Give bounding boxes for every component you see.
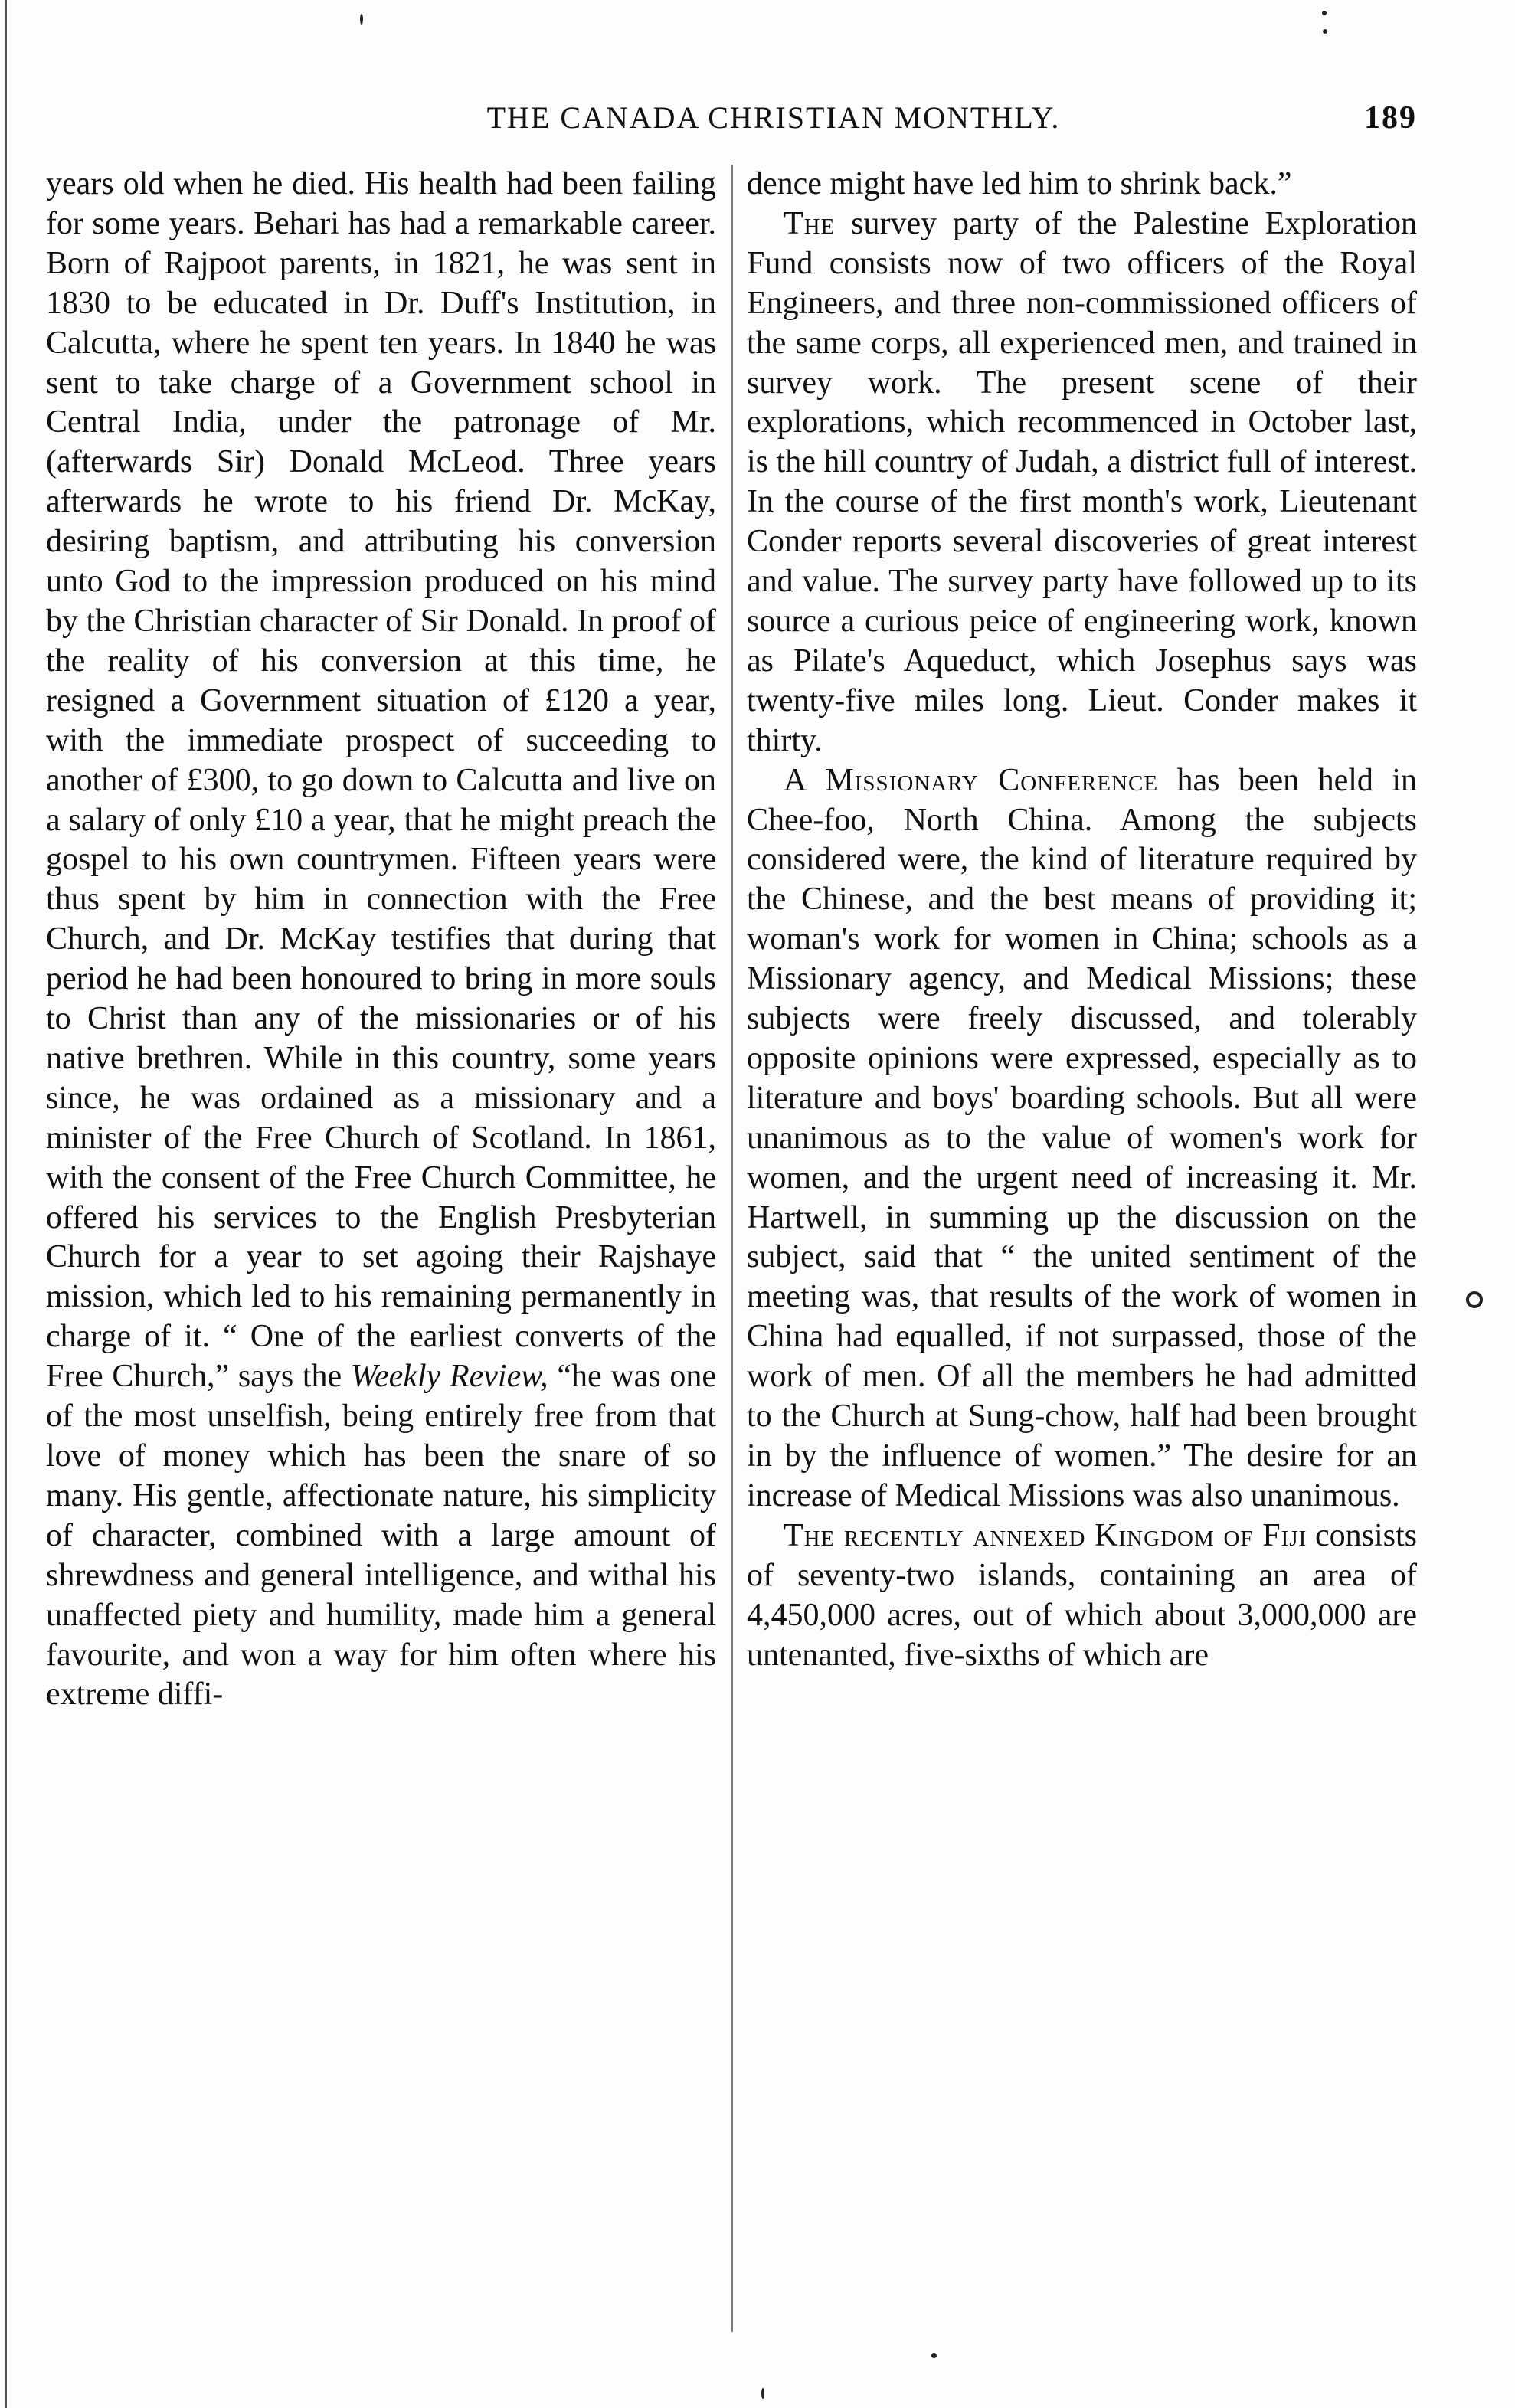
running-title: THE CANADA CHRISTIAN MONTHLY. xyxy=(486,100,1061,135)
scan-speck xyxy=(1323,29,1327,34)
paragraph-text: dence might have led him to shrink back.” xyxy=(747,166,1292,201)
paragraph-text: has been held in Chee-foo, North China. Among the subjects considered were, the kind of literature required by the Chinese, and the best means of providing it; woman's work for women in China; schools as a Missionary agency, and Medical Missions; these subjects were freely discussed, and tolerably opposite opinions were expressed, especially as to literature and boys' boarding schools. But all were unanimous as to the value of women's work for women, and the urgent need of increasing it. Mr. Hartwell, in summing up the discussion on the subject, said that “ the united sentiment of the meeting was, that results of the work of women in China had equalled, if not surpassed, those of the work of men. Of all the members he had admitted to the Church at Sung-chow, half had been brought in by the influence of women.” The desire for an increase of Medical Missions was also unanimous. xyxy=(747,762,1417,1513)
left-column xyxy=(46,165,716,1715)
binding-edge-line xyxy=(5,0,7,2408)
text-columns xyxy=(46,165,1417,2325)
scan-speck xyxy=(360,14,363,25)
scan-speck xyxy=(1322,11,1327,15)
scan-speck xyxy=(931,2353,937,2358)
page-header xyxy=(54,100,1417,153)
publication-title: Weekly Review, xyxy=(350,1359,548,1395)
column-divider xyxy=(731,165,733,2332)
paragraph-text: survey party of the Palestine Exploration Fund consists now of two officers of the Royal Engineers, and three non-commissioned officers of the same corps, all experienced men, and trained in survey work. The present scene of their explorations, which recommenced in October last, is the hill country of Judah, a district full of interest. In the course of the first month's work, Lieutenant Conder reports several discoveries of great interest and value. The survey party have followed up to its source a curious peice of engineering work, known as Pilate's Aqueduct, which Josephus says was twenty-five miles long. Lieut. Conder makes it thirty. xyxy=(747,205,1417,758)
paragraph xyxy=(46,165,716,1715)
scan-speck xyxy=(761,2388,764,2399)
ring-mark xyxy=(1466,1291,1483,1308)
paragraph-text-continued: “he was one of the most unselfish, being entirely free from that love of money which has been the snare of so many. His gentle, affectionate nature, his simplicity of character, combined with a large amount of shrewdness and general intelligence, and withal his unaffected piety and humility, made him a general favourite, and won a way for him often where his extreme diffi- xyxy=(46,1359,717,1713)
paragraph-lead: The xyxy=(784,205,836,241)
paragraph-text: consists of seventy-two islands, containing an area of 4,450,000 acres, out of which about 3,000,000 are untenanted, five-sixths of which are xyxy=(747,1517,1418,1673)
right-column xyxy=(747,165,1417,1675)
paragraph xyxy=(747,761,1417,1516)
paragraph-text: years old when he died. His health had been failing for some years. Behari has had a remarkable career. Born of Rajpoot parents, in 1821, he was sent in 1830 to be educated in Dr. Duff's Institution, in Calcutta, where he spent ten years. In 1840 he was sent to take charge of a Government school in Central India, under the patronage of Mr. (afterwards Sir) Donald McLeod. Three years afterwards he wrote to his friend Dr. McKay, desiring baptism, and attributing his conversion unto God to the impression produced on his mind by the Christian character of Sir Donald. In proof of the reality of his conversion at this time, he resigned a Government situation of £120 a year, with the immediate prospect of succeeding to another of £300, to go down to Calcutta and live on a salary of only £10 a year, that he might preach the gospel to his own countrymen. Fifteen years were thus spent by him in connection with the Free Church, and Dr. McKay testifies that during that period he had been honoured to bring in more souls to Christ than any of the missionaries or of his native brethren. While in this country, some years since, he was ordained as a missionary and a minister of the Free Church of Scotland. In 1861, with the consent of the Free Church Committee, he offered his services to the English Presbyterian Church for a year to set agoing their Rajshaye mission, which led to his remaining permanently in charge of it. “ One of the earliest converts of the Free Church,” says the xyxy=(46,166,716,1395)
page-number: 189 xyxy=(1364,100,1417,136)
paragraph-lead: The recently annexed Kingdom of Fiji xyxy=(784,1517,1307,1553)
paragraph xyxy=(747,1516,1417,1676)
paragraph xyxy=(747,165,1417,204)
paragraph xyxy=(747,204,1417,761)
paragraph-lead: A Missionary Conference xyxy=(784,762,1159,798)
